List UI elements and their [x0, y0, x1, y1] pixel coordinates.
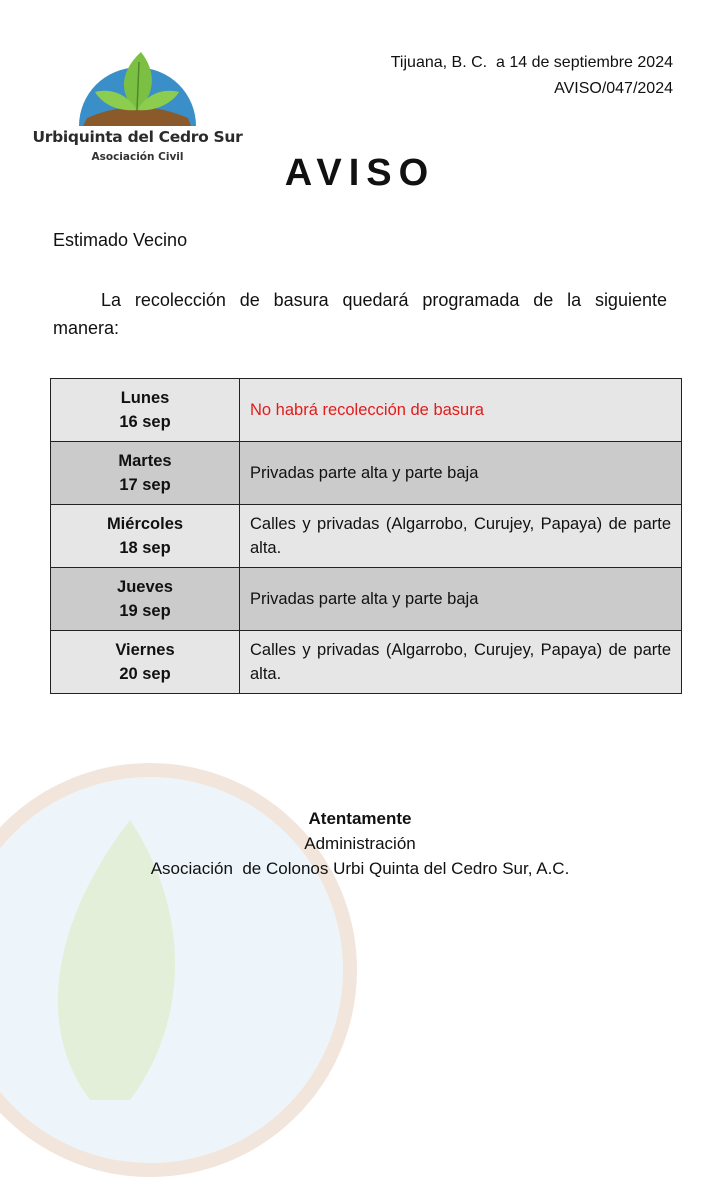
- page-title: AVISO: [284, 152, 436, 194]
- detail-cell: No habrá recolección de basura: [240, 379, 682, 442]
- day-name: Jueves: [117, 578, 173, 596]
- day-cell: [51, 505, 240, 568]
- detail-cell: Calles y privadas (Algarrobo, Curujey, Papaya) de parte alta.: [240, 631, 682, 694]
- intro-paragraph: La recolección de basura quedará programada de la siguiente manera:: [53, 290, 667, 338]
- schedule-table: [50, 378, 682, 694]
- closing-department: Administración: [304, 834, 416, 853]
- table-row: [51, 505, 682, 568]
- table-row: [51, 568, 682, 631]
- table-row: [51, 379, 682, 442]
- logo-emblem: [75, 38, 200, 130]
- day-cell: [51, 442, 240, 505]
- closing-block: [0, 806, 720, 881]
- table-row: [51, 631, 682, 694]
- day-date: 19 sep: [119, 602, 171, 620]
- detail-cell: Privadas parte alta y parte baja: [240, 568, 682, 631]
- detail-cell: Privadas parte alta y parte baja: [240, 442, 682, 505]
- place-date: Tijuana, B. C. a 14 de septiembre 2024: [390, 54, 673, 71]
- day-date: 20 sep: [119, 665, 171, 683]
- day-date: 18 sep: [119, 539, 171, 557]
- document-header: [391, 50, 673, 102]
- day-cell: [51, 379, 240, 442]
- day-cell: [51, 631, 240, 694]
- greeting: Estimado Vecino: [53, 230, 188, 250]
- closing-organization: Asociación de Colonos Urbi Quinta del Cedro Sur, A.C.: [150, 859, 570, 878]
- detail-cell: Calles y privadas (Algarrobo, Curujey, Papaya) de parte alta.: [240, 505, 682, 568]
- day-name: Lunes: [120, 389, 170, 407]
- day-name: Viernes: [115, 641, 175, 659]
- day-name: Martes: [118, 452, 172, 470]
- day-name: Miércoles: [106, 515, 184, 533]
- table-row: [51, 442, 682, 505]
- day-date: 16 sep: [119, 413, 171, 431]
- reference-number: AVISO/047/2024: [554, 80, 673, 97]
- logo-subtitle: Asociación Civil: [91, 151, 184, 163]
- day-date: 17 sep: [119, 476, 171, 494]
- closing-salutation: Atentamente: [308, 809, 412, 828]
- day-cell: [51, 568, 240, 631]
- logo-name: Urbiquinta del Cedro Sur: [32, 128, 243, 146]
